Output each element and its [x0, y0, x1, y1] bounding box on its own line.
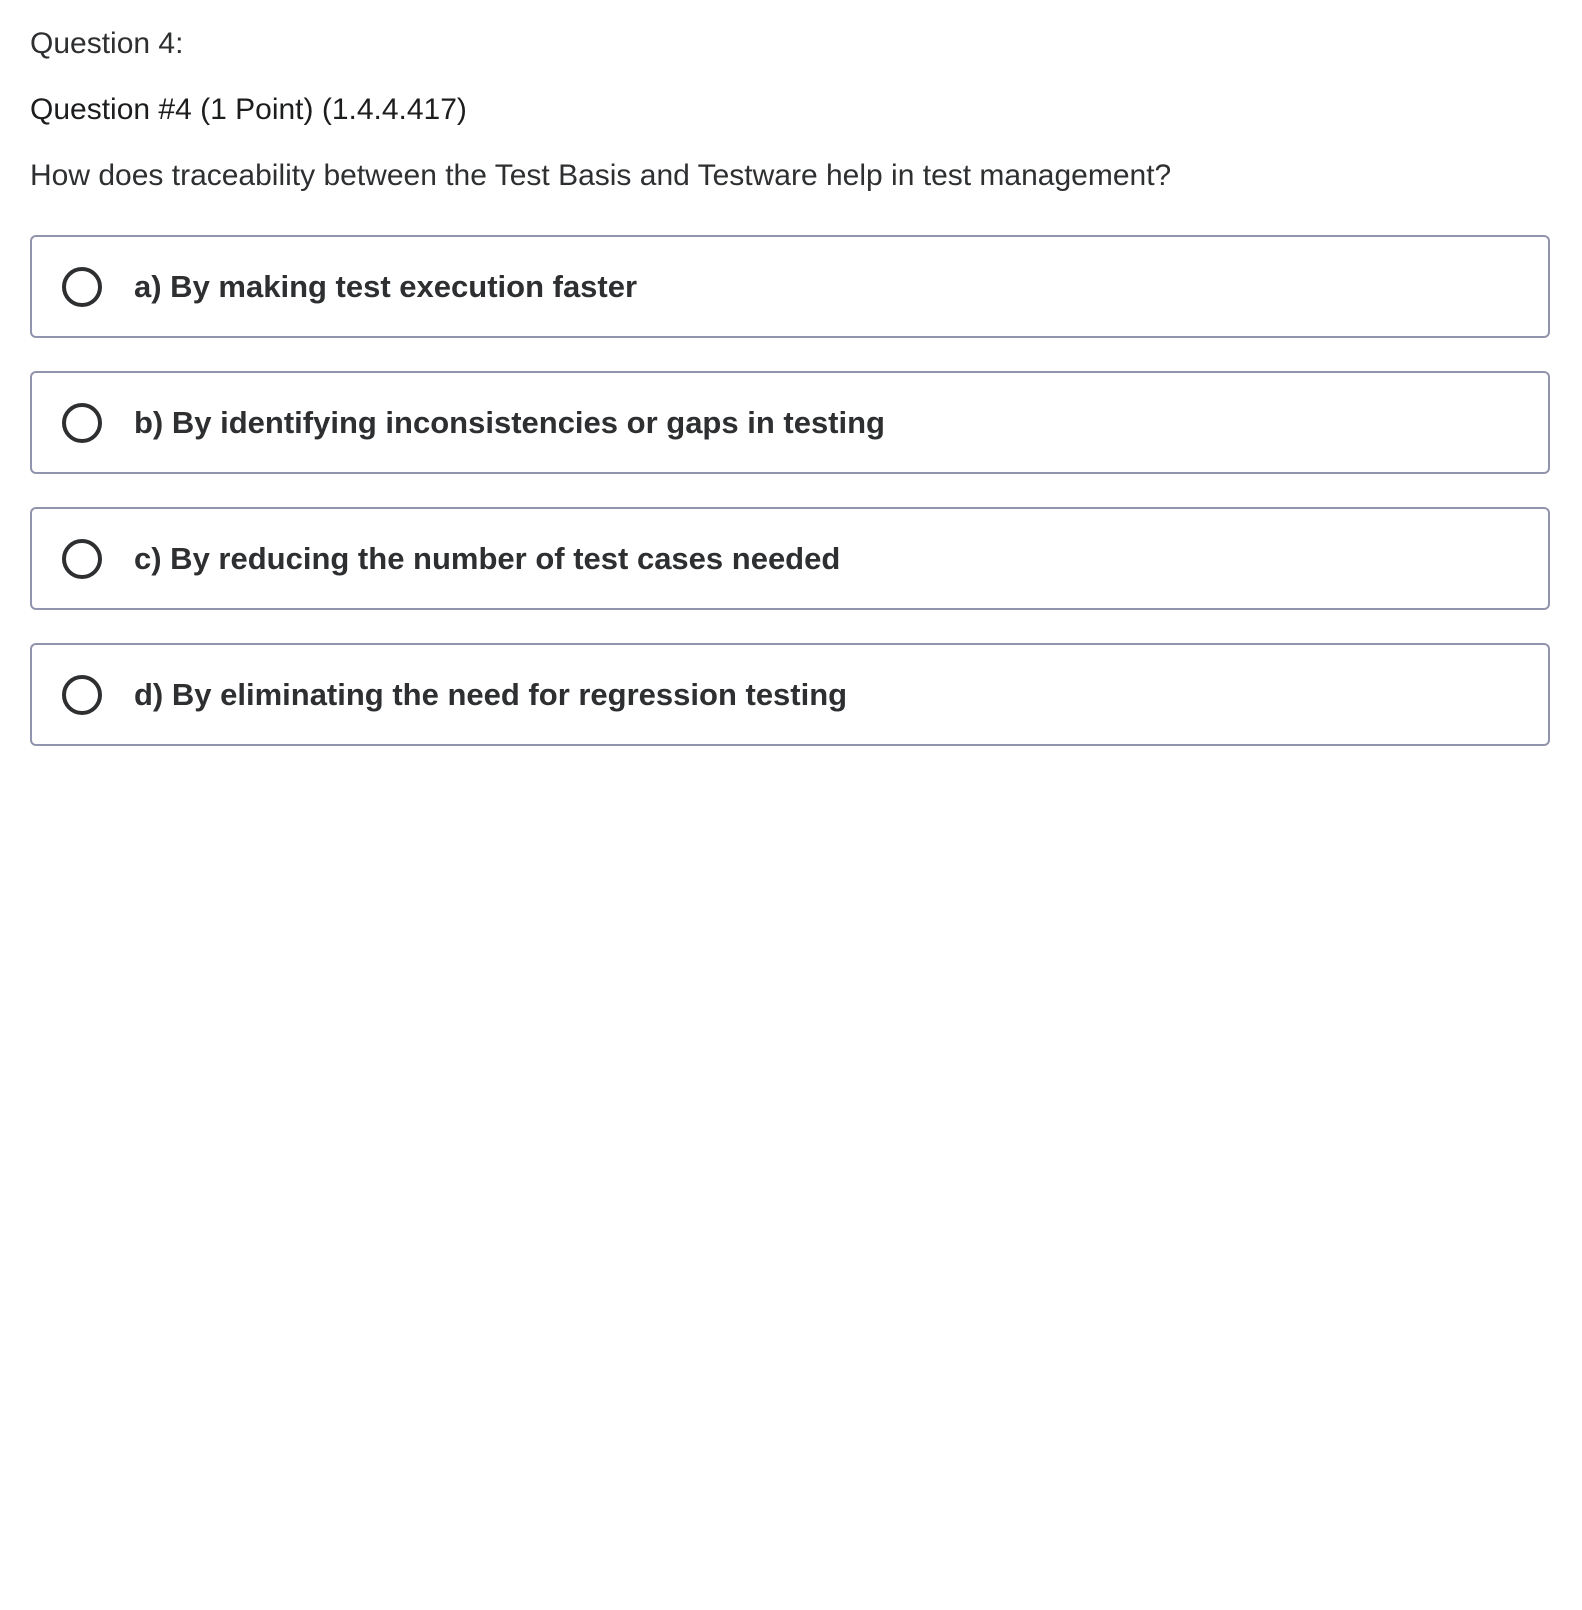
radio-button-icon[interactable]	[62, 675, 102, 715]
answer-option-c[interactable]	[30, 507, 1550, 610]
radio-button-icon[interactable]	[62, 267, 102, 307]
answer-option-label: b) By identifying inconsistencies or gaps in testing	[134, 404, 885, 440]
answer-option-a[interactable]	[30, 235, 1550, 338]
answer-option-d[interactable]	[30, 643, 1550, 746]
question-number: Question 4:	[30, 27, 184, 60]
answer-option-label: a) By making test execution faster	[134, 268, 638, 304]
question-prompt: How does traceability between the Test Basis and Testware help in test management?	[30, 159, 1172, 192]
answer-option-label: d) By eliminating the need for regression testing	[134, 676, 848, 712]
radio-button-icon[interactable]	[62, 539, 102, 579]
answer-option-b[interactable]	[30, 371, 1550, 474]
question-heading: Question #4 (1 Point) (1.4.4.417)	[30, 93, 467, 126]
radio-button-icon[interactable]	[62, 403, 102, 443]
answer-option-label: c) By reducing the number of test cases needed	[134, 540, 841, 576]
answer-options	[30, 235, 1550, 779]
